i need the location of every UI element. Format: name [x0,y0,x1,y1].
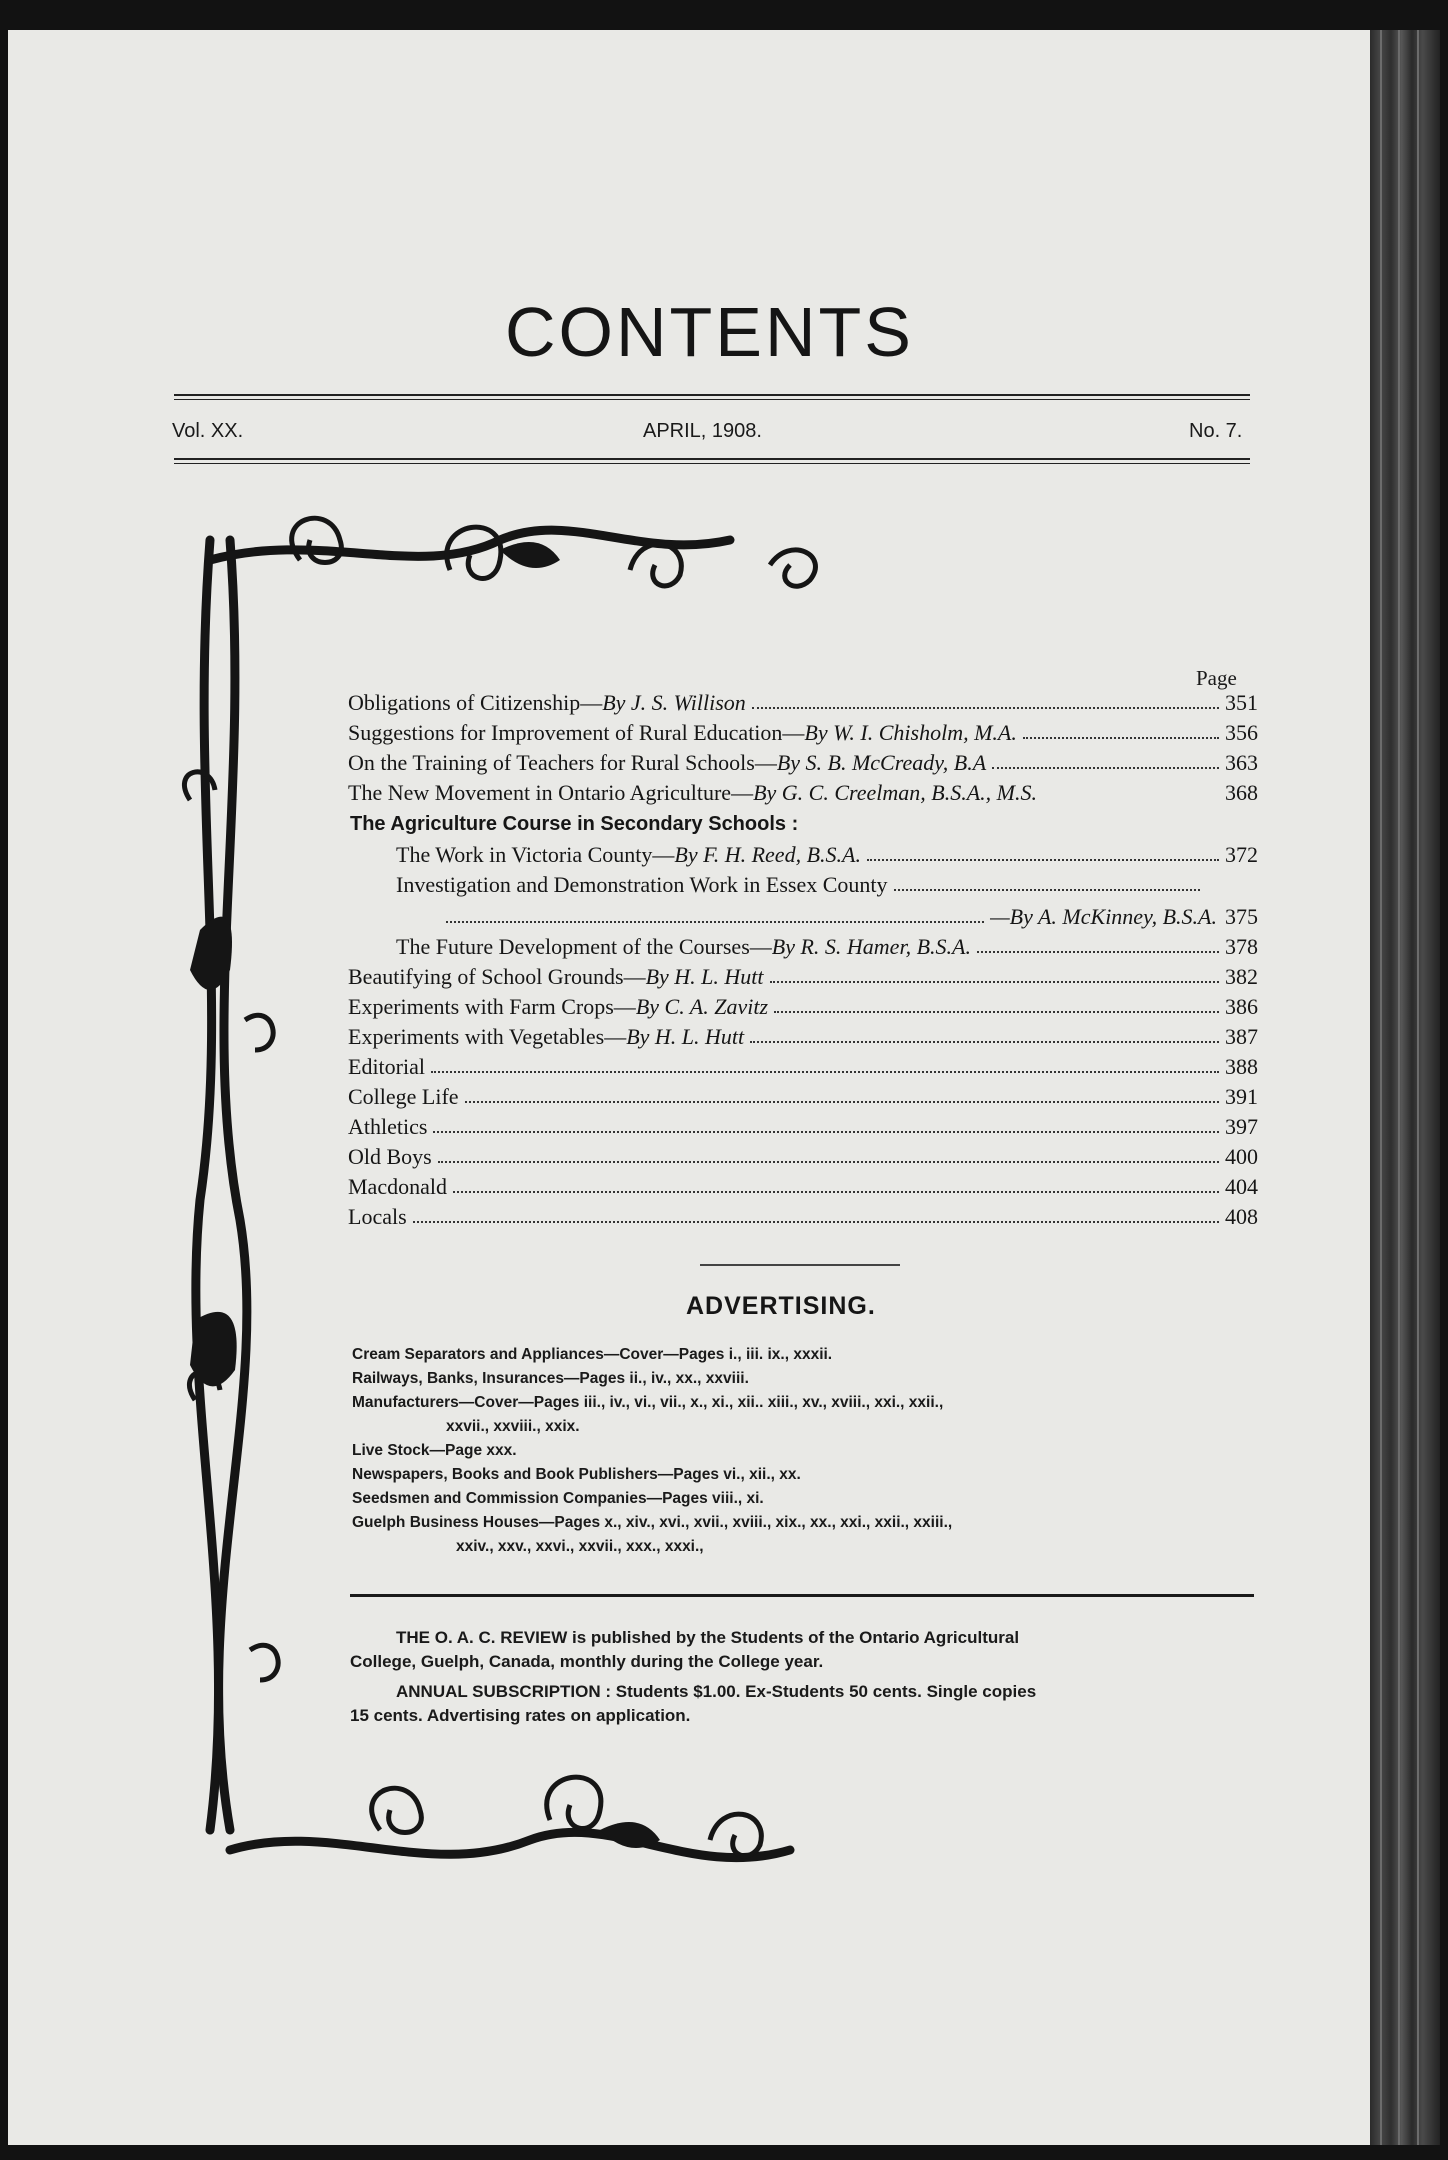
top-rule [174,394,1250,396]
top-rule-thin [174,399,1250,400]
toc-entry: College Life 391 [348,1084,1258,1109]
advertising-line: Live Stock—Page xxx. [352,1442,517,1459]
issue-date: APRIL, 1908. [643,420,762,442]
issue-number: No. 7. [1189,420,1243,442]
page-column-heading: Page [1196,666,1237,690]
footer-line: THE O. A. C. REVIEW is published by the Students of the Ontario Agricultural [396,1628,1020,1647]
toc-entry: Beautifying of School Grounds—By H. L. Hutt 382 [348,964,1258,989]
advertising-line: Railways, Banks, Insurances—Pages ii., iv., xx., xxviii. [352,1370,749,1387]
toc-section-heading: The Agriculture Course in Secondary Schools : [350,813,799,835]
toc-entry: Editorial 388 [348,1054,1258,1079]
toc-entry: Suggestions for Improvement of Rural Education—By W. I. Chisholm, M.A. 356 [348,720,1258,745]
footer-line: 15 cents. Advertising rates on application. [350,1706,691,1725]
advertising-line: xxiv., xxv., xxvi., xxvii., xxx., xxxi., [456,1538,704,1555]
toc-entry-continued: —By A. McKinney, B.S.A. 375 [440,902,1258,930]
toc-entry: Locals 408 [348,1204,1258,1229]
toc-entry: Experiments with Farm Crops—By C. A. Zavitz 386 [348,994,1258,1019]
advertising-line: xxvii., xxviii., xxix. [446,1418,580,1435]
book-page-edge [1370,30,1440,2145]
page-title: CONTENTS [505,293,914,371]
section-divider [700,1264,900,1266]
advertising-line: Manufacturers—Cover—Pages iii., iv., vi., vii., x., xi., xii.. xiii., xv., xviii., xxi., xxii., [352,1394,944,1411]
toc-entry: On the Training of Teachers for Rural Schools—By S. B. McCready, B.A 363 [348,750,1258,775]
advertising-line: Seedsmen and Commission Companies—Pages viii., xi. [352,1490,764,1507]
footer-line: College, Guelph, Canada, monthly during the College year. [350,1652,824,1671]
footer-rule [350,1594,1254,1597]
advertising-line: Cream Separators and Appliances—Cover—Pages i., iii. ix., xxxii. [352,1346,833,1363]
advertising-line: Newspapers, Books and Book Publishers—Pages vi., xii., xx. [352,1466,801,1483]
toc-entry: Investigation and Demonstration Work in Essex County [396,870,1206,898]
advertising-line: Guelph Business Houses—Pages x., xiv., xvi., xvii., xviii., xix., xx., xxi., xxii., xxiii., [352,1514,953,1531]
footer-line: ANNUAL SUBSCRIPTION : Students $1.00. Ex-Students 50 cents. Single copies [396,1682,1037,1701]
toc-entry: Macdonald 404 [348,1174,1258,1199]
advertising-heading: ADVERTISING. [686,1292,876,1320]
toc-entry: Obligations of Citizenship—By J. S. Willison 351 [348,690,1258,715]
toc-entry: Old Boys 400 [348,1144,1258,1169]
toc-entry: Experiments with Vegetables—By H. L. Hutt 387 [348,1024,1258,1049]
toc-entry: The Work in Victoria County—By F. H. Reed, B.S.A. 372 [396,842,1258,867]
toc-entry: The Future Development of the Courses—By R. S. Hamer, B.S.A. 378 [396,934,1258,959]
header-bottom-rule [174,458,1250,460]
toc-entry: Athletics 397 [348,1114,1258,1139]
volume-label: Vol. XX. [172,420,244,442]
toc-entry: The New Movement in Ontario Agriculture—By G. C. Creelman, B.S.A., M.S. 368 [348,780,1258,805]
header-bottom-rule-thin [174,463,1250,464]
